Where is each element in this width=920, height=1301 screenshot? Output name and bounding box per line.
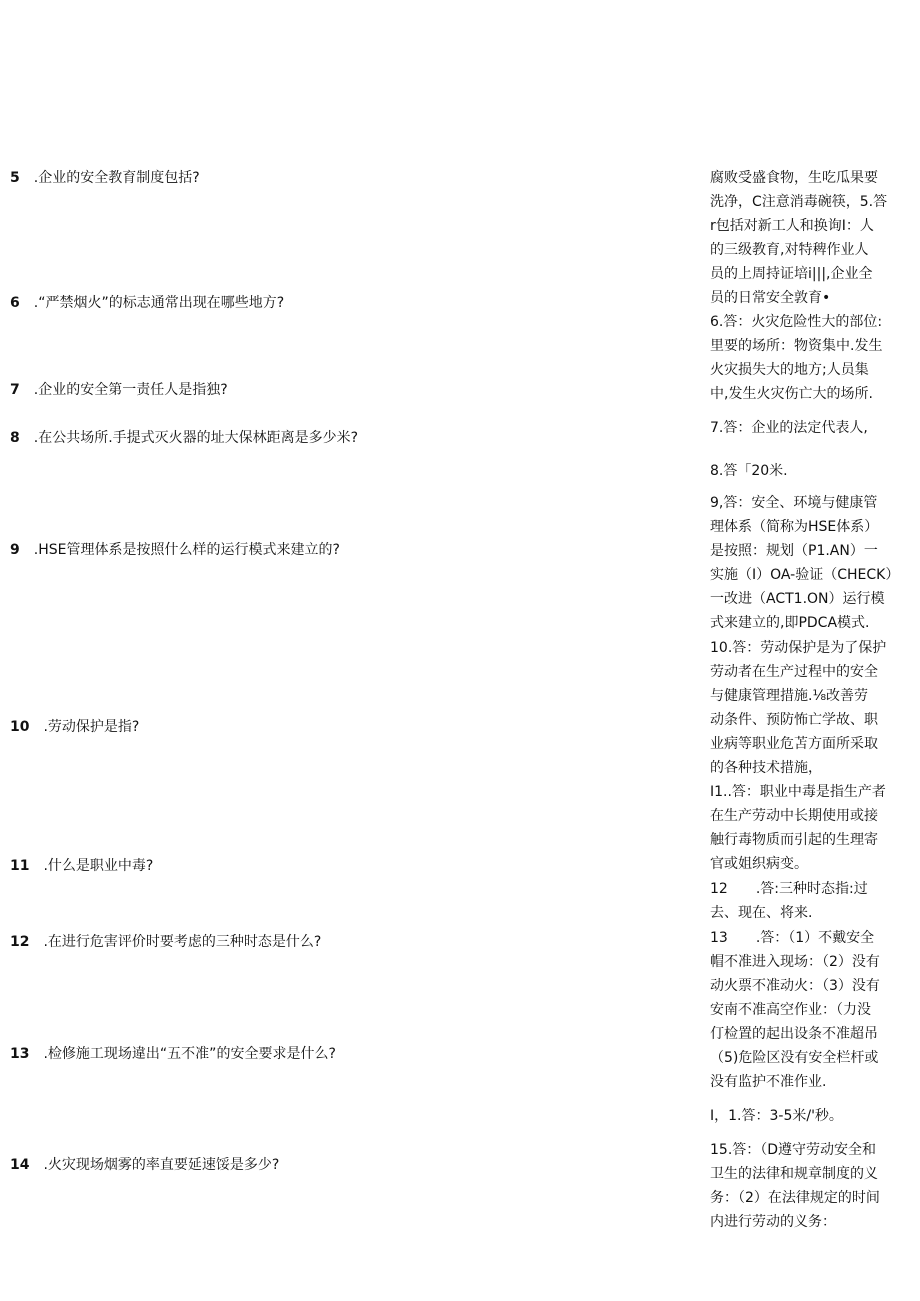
question-14 xyxy=(10,1155,279,1175)
answer-line: 7.答：企业的法定代表人, xyxy=(710,420,868,436)
question-text: .企业的安全教育制度包括? xyxy=(33,170,200,186)
answer-line: r包括对新工人和换询I：人 xyxy=(710,218,874,234)
answer-line: 务：（2）在法律规定的时间 xyxy=(710,1190,880,1206)
question-8 xyxy=(10,428,358,448)
question-text: .“严禁烟火”的标志通常出现在哪些地方? xyxy=(33,295,285,311)
answer-line: 腐败受盛食物，生吃瓜果要 xyxy=(710,170,878,186)
answer-line: 帽不准进入现场：（2）没有 xyxy=(710,954,880,970)
question-text: .在进行危害评价时要考虑的三种时态是什么? xyxy=(43,934,322,950)
question-7 xyxy=(10,380,228,400)
answer-line: 劳动者在生产过程中的安全 xyxy=(710,664,878,680)
answer-8 xyxy=(710,459,915,483)
answer-line: 10.答：劳动保护是为了保护 xyxy=(710,640,887,656)
answer-6 xyxy=(710,310,915,406)
question-text: .企业的安全第一责任人是指独? xyxy=(33,382,228,398)
answer-10 xyxy=(710,636,915,780)
question-number: 13 xyxy=(10,1046,30,1062)
answer-line: 里要的场所：物资集中.发生 xyxy=(710,338,883,354)
answer-line: 13 .答：（1）不戴安全 xyxy=(710,930,875,946)
answer-line: 动火票不准动火：（3）没有 xyxy=(710,978,880,994)
question-12 xyxy=(10,932,321,952)
answer-9 xyxy=(710,491,915,635)
answer-7 xyxy=(710,416,915,440)
question-10 xyxy=(10,717,139,737)
answer-line: I1..答：职业中毒是指生产者 xyxy=(710,784,886,800)
question-6 xyxy=(10,293,284,313)
answer-line: 业病等职业危苫方面所采取 xyxy=(710,736,878,752)
question-text: .HSE管理体系是按照什么样的运行模式来建立的? xyxy=(33,542,340,558)
question-number: 9 xyxy=(10,542,20,558)
answer-line: 火灾损失大的地方;人员集 xyxy=(710,362,869,378)
question-number: 12 xyxy=(10,934,30,950)
answer-15 xyxy=(710,1138,915,1234)
answer-line: 去、现在、将来. xyxy=(710,905,813,921)
question-text: .火灾现场烟雾的率直要延速馁是多少? xyxy=(43,1157,280,1173)
question-number: 7 xyxy=(10,382,20,398)
answer-line: 9,答：安全、环境与健康管 xyxy=(710,495,878,511)
answer-block-prev xyxy=(710,166,915,310)
answer-line: 内进行劳动的义务： xyxy=(710,1214,836,1230)
question-5 xyxy=(10,168,200,188)
answer-12 xyxy=(710,877,915,925)
answer-line: 12 .答:三种时态指:过 xyxy=(710,881,868,897)
answer-line: 理体系（简称为HSE体系） xyxy=(710,519,879,535)
answer-line: 官或姐织病变。 xyxy=(710,856,808,872)
answer-line: 员的日常安全敦育• xyxy=(710,290,831,306)
answer-line: I，1.答：3-5米/'秒。 xyxy=(710,1108,843,1124)
question-number: 14 xyxy=(10,1157,30,1173)
answer-line: （5)危险区没有安全栏杆或 xyxy=(710,1050,879,1066)
question-9 xyxy=(10,540,340,560)
answer-line: 没有监护不准作业. xyxy=(710,1074,827,1090)
answer-line: 洗净，C注意消毒碗筷，5.答 xyxy=(710,194,888,210)
answer-line: 中,发生火灾伤亡大的场所. xyxy=(710,386,873,402)
answer-line: 8.答「20米. xyxy=(710,463,788,479)
question-text: .在公共场所.手提式灭火器的址大保林距离是多少米? xyxy=(33,430,359,446)
answer-line: 的各种技术措施， xyxy=(710,760,822,776)
question-number: 8 xyxy=(10,430,20,446)
question-number: 10 xyxy=(10,719,30,735)
question-text: .什么是职业中毒? xyxy=(43,858,154,874)
answer-line: 6.答：火灾危险性大的部位: xyxy=(710,314,883,330)
question-11 xyxy=(10,856,153,876)
answer-line: 是按照：规划（P1.AN）一 xyxy=(710,543,878,559)
answer-14 xyxy=(710,1104,915,1128)
answer-13 xyxy=(710,926,915,1094)
answer-line: 的三级教育,对特稗作业人 xyxy=(710,242,869,258)
answer-line: 员的上周持证培i|||,企业全 xyxy=(710,266,873,282)
answer-line: 15.答：（D遵守劳动安全和 xyxy=(710,1142,877,1158)
answer-line: 仃检置的起出设条不准超吊 xyxy=(710,1026,878,1042)
answer-line: 动条件、预防怖亡学故、职 xyxy=(710,712,878,728)
answer-line: 实施（I）OA-验证（CHECK） xyxy=(710,567,900,583)
question-text: .劳动保护是指? xyxy=(43,719,140,735)
question-13 xyxy=(10,1044,336,1064)
answer-line: 与健康管理措施.⅛改善劳 xyxy=(710,688,869,704)
question-text: .检修施工现场違出“五不准”的安全要求是什么? xyxy=(43,1046,336,1062)
answer-line: 安南不准高空作业：（力没 xyxy=(710,1002,871,1018)
answer-line: 卫生的法律和规章制度的义 xyxy=(710,1166,878,1182)
question-number: 11 xyxy=(10,858,30,874)
question-number: 5 xyxy=(10,170,20,186)
answer-line: 一改进（ACT1.ON）运行模 xyxy=(710,591,885,607)
answer-line: 式来建立的,即PDCA模式. xyxy=(710,615,870,631)
answer-11 xyxy=(710,780,915,876)
answer-line: 触行毒物质而引起的生理寄 xyxy=(710,832,878,848)
answer-line: 在生产劳动中长期使用或接 xyxy=(710,808,878,824)
question-number: 6 xyxy=(10,295,20,311)
